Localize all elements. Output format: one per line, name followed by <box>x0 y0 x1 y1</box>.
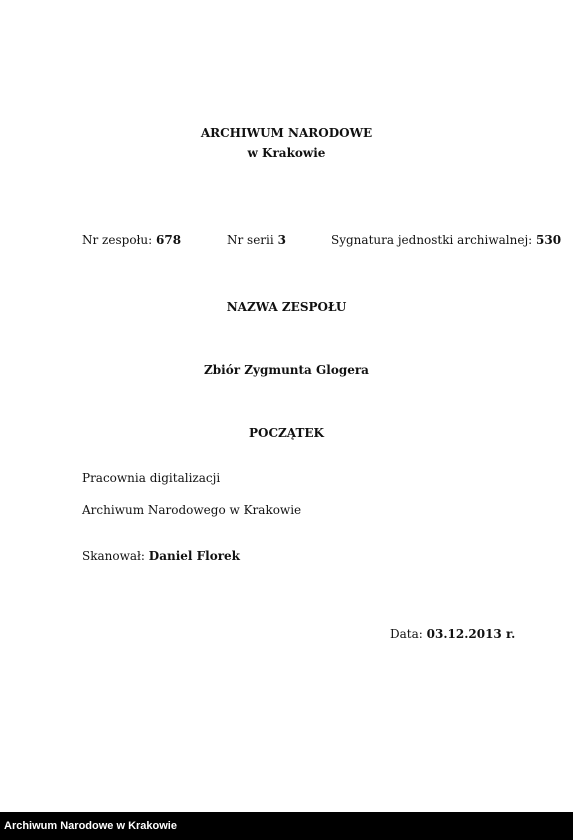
fonds-name: Zbiór Zygmunta Glogera <box>204 363 369 377</box>
workshop-line-1: Pracownia digitalizacji <box>82 471 221 485</box>
institution-city: w Krakowie <box>247 146 326 160</box>
scanned-by-name: Daniel Florek <box>148 549 240 563</box>
scan-date-label: Data: <box>390 627 423 641</box>
scanned-by-label: Skanował: <box>82 549 145 563</box>
archival-signature-label: Sygnatura jednostki archiwalnej: <box>331 233 533 247</box>
series-number-value: 3 <box>277 233 286 247</box>
scan-date <box>390 627 515 641</box>
fonds-heading: NAZWA ZESPOŁU <box>226 300 347 314</box>
footer-text: Archiwum Narodowe w Krakowie <box>4 820 177 832</box>
footer-bar <box>0 812 573 840</box>
workshop-line-2: Archiwum Narodowego w Krakowie <box>82 503 302 517</box>
archival-signature-value: 530 <box>536 233 562 247</box>
series-number-label: Nr serii <box>227 233 274 247</box>
scanned-by <box>82 549 240 563</box>
fonds-number <box>82 233 181 247</box>
archival-signature <box>331 233 561 247</box>
fonds-number-label: Nr zespołu: <box>82 233 153 247</box>
scan-date-value: 03.12.2013 r. <box>426 627 516 641</box>
institution-name: ARCHIWUM NARODOWE <box>200 126 373 140</box>
series-number <box>227 233 286 247</box>
fonds-number-value: 678 <box>156 233 182 247</box>
start-heading: POCZĄTEK <box>249 426 324 440</box>
